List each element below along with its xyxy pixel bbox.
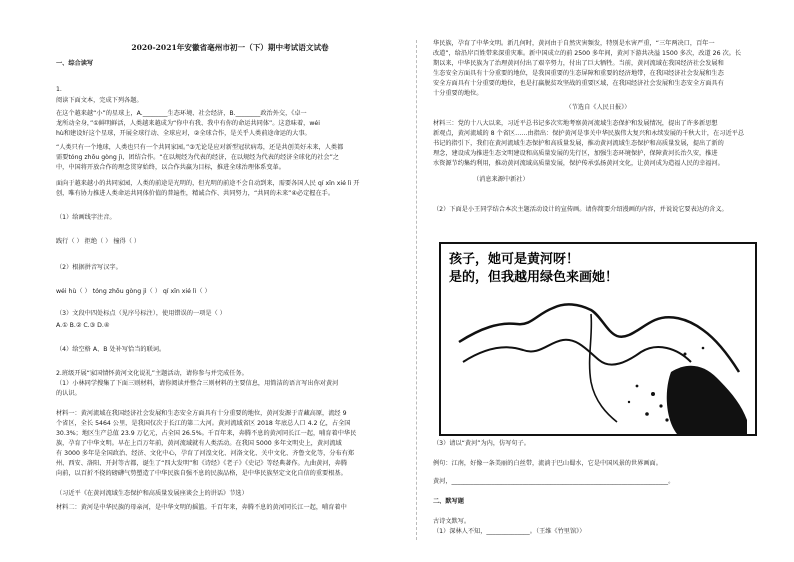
material-line: 改道”，给沿岸百姓带来深重灾难。新中国成立的前 2500 多年间，黄河下游共决溢 1500 多次，改道 26 次。长	[433, 50, 742, 57]
subquestion: （1）深林人不知，______________。（王维《竹里馆》）	[433, 528, 586, 535]
material-line: 族，孕育了中华文明。早在上百万年前，黄河流域就有人类活动。在我国 5000 多年文明史上，黄河流域	[56, 440, 342, 447]
question-intro: 古诗文默写。	[433, 518, 471, 525]
yellow-river-cartoon	[439, 242, 757, 436]
green-shaded-area	[667, 366, 747, 434]
passage-line: 中，中国将开放合作的理念贯穿始终，以合作共赢为目标，推进全球治理体系变革。	[56, 164, 285, 171]
answer-options: A.① B.② C.③ D.④	[56, 322, 110, 329]
subquestion: （2）下面是小王同学结合本次主题活动设计的宣传画。请你简要介绍漫画的内容，并说说它要表达的含义。	[433, 206, 728, 213]
subquestion-items: 践行（ ） 拒绝（ ） 撞得（ ）	[56, 238, 141, 245]
answer-blank-line: 黄河，______________________________________________________________________。	[433, 478, 675, 485]
material-source: （消息来源中新社）	[473, 176, 529, 183]
passage-line: hù和建设好这个星球，开展全球行动、全球应对，②全球合作，是关乎人类前途命运的大事。	[56, 130, 311, 137]
river-branch	[590, 314, 617, 422]
material-line: 安全方面具有十分重要的地位，也是打赢脱贫攻坚战的重要区域，在我国经济社会发展和生态安全方面具有	[433, 80, 724, 87]
river-outline	[459, 304, 739, 372]
passage-line: 龙所动全身，”①鲜明鲜活，人类越来越成为“你中有我、我中有你的命运共同体”。这意味着，wéi	[56, 120, 320, 127]
section-heading-1: 一、综合读写	[56, 60, 94, 67]
material-line: 有 3000 多年是全国政治、经济、文化中心，孕育了河湟文化、河洛文化、关中文化、齐鲁文化等，分布有郑	[56, 450, 355, 457]
passage-line: 在这个越来越“小”的星球上，A.________生态环境、社会经济，B.________政治外交，《卓一	[56, 110, 307, 117]
material-line: 个省区，全长 5464 公里，是我国仅次于长江的第二大河。黄河流域省区 2018 年底总人口 4.2 亿，占全国	[56, 420, 351, 427]
question-2-task: （1）小林同学搜集了下面三则材料，请你阅读并整合三则材料的主要信息，用简洁的语言写出你对黄河	[56, 380, 339, 387]
material-line: 理念，建设成为推进生态文明建设和高质量发展的先行区，加强生态环境保护，保障黄河长治久安，推进	[433, 150, 718, 157]
material-line: 生态安全方面具有十分重要的地位，是我国重要的生态屏障和重要的经济地带，在我国经济社会发展和生态	[433, 70, 724, 77]
material-line: 水资源节约集约利用，推动黄河流域高质量发展，保护传承弘扬黄河文化，让黄河成为造福人民的幸福河。	[433, 160, 724, 167]
doc-title: 2020-2021年安徽省亳州市初一（下）期中考试语文试卷	[131, 43, 329, 52]
cartoon-caption-line-2: 是的，但我越用绿色来画她！	[449, 270, 619, 285]
subquestion-items: wéi hù（ ） tóng zhōu gòng jì（ ） qí xīn xié lì（ ）	[56, 288, 211, 295]
material-line: 材料三：党的十八大以来，习近平总书记多次实地考察黄河流域生态保护和发展情况，提出了许多新思想	[433, 120, 718, 127]
cartoon-caption-line-1: 孩子，她可是黄河呀！	[449, 252, 580, 267]
subquestion: （3）请以“黄河”为内，仿写句子。	[433, 440, 530, 447]
question-number: 1.	[56, 86, 62, 93]
material-line: 向前，以百折不挠的磅礴气势塑造了中华民族自强不息的民族品格，是中华民族坚定文化自信的重要根基。	[56, 470, 347, 477]
passage-line: 创，唯有协力推进人类命运共同体价值的普遍性，精诚合作、共同努力，“共同的未来”④必定握在手。	[56, 190, 335, 197]
material-line: 书记的指引下，我们在黄河流域生态保护和高质量发展，推动黄河流域生态保护和高质量发展，提出了新的	[433, 140, 724, 147]
right-column	[433, 0, 763, 562]
material-line: 州、西安、洛阳、开封等古都，诞生了“四大发明”和《诗经》《老子》《史记》等经典著作。九曲黄河，奔腾	[56, 460, 348, 467]
subquestion: （3）文段中四处标点（见序号标注），使用错误的一项是（ ）	[56, 310, 226, 317]
subquestion: （1）给画线字注音。	[56, 214, 116, 221]
subquestion: （2）根据拼音写汉字。	[56, 264, 122, 271]
question-2-intro: 2.班级开展“家国情怀黄河文化说礼”主题活动，请你参与并完成任务。	[56, 370, 248, 377]
passage-line: “人类只有一个地球，人类也只有一个共同家园。”③无论是应对新型冠状病毒，还是共创美好未来，人类都	[56, 144, 344, 151]
material-source: （节选自《人民日报》）	[565, 104, 631, 111]
left-column	[56, 0, 404, 562]
material-line: 华民族，孕育了中华文明。新几何时，黄河由于自然灾害频发，特别是水害严重，“三年两决口，百年一	[433, 40, 715, 47]
passage-line: 面向于越来越小的共同家园，人类的前途是光明的，但光明的前途不会自动到来，需要各国人民 qí xīn xié lì 开	[56, 180, 360, 187]
material-line: 30.3%；地区生产总值 23.9 万亿元，占全国 26.5%。千百年来，奔腾不息的黄河同长江一起，哺育着中华民	[56, 430, 357, 437]
question-intro: 阅读下面文本，完成下列各题。	[56, 97, 143, 104]
column-divider	[416, 40, 417, 540]
material-source: （习近平《在黄河流域生态保护和高质量发展座谈会上的讲话》节选）	[56, 490, 248, 497]
river-outline-inner	[463, 340, 691, 365]
material-line: 期以来，中华民族为了治理黄河付出了艰辛努力，付出了巨大牺牲。当前，黄河流域在我国经济社会发展和	[433, 60, 724, 67]
material-line: 新观点，黄河流域的 8 个省区……由指出：保护黄河是事关中华民族伟大复兴和永续发展的千秋大计，在习近平总	[433, 130, 745, 137]
material-line: 材料一：黄河流域在我国经济社会发展和生态安全方面具有十分重要的地位，黄河发源于青藏高原，流经 9	[56, 410, 347, 417]
material-line: 十分重要的地位。	[433, 90, 483, 97]
question-2-task: 的认识。	[56, 390, 81, 397]
section-heading-2: 二、默写题	[433, 498, 464, 505]
subquestion: （4）给空格 A、B 处补写恰当的联词。	[56, 346, 166, 353]
material-line: 材料二：黄河是中华民族的母亲河，是中华文明的摇篮。千百年来，奔腾不息的黄河同长江一起，哺育着中	[56, 504, 347, 511]
passage-line: 需要tóng zhōu gòng jì，团结合作。“在以规经为代表的经济，在以规经为代表的经济全球化的社会”之	[56, 154, 339, 161]
example-sentence: 例句：江南，好像一条美丽的白丝带，流淌于巴山蜀水，它是中国风景的世界画面。	[433, 460, 662, 467]
